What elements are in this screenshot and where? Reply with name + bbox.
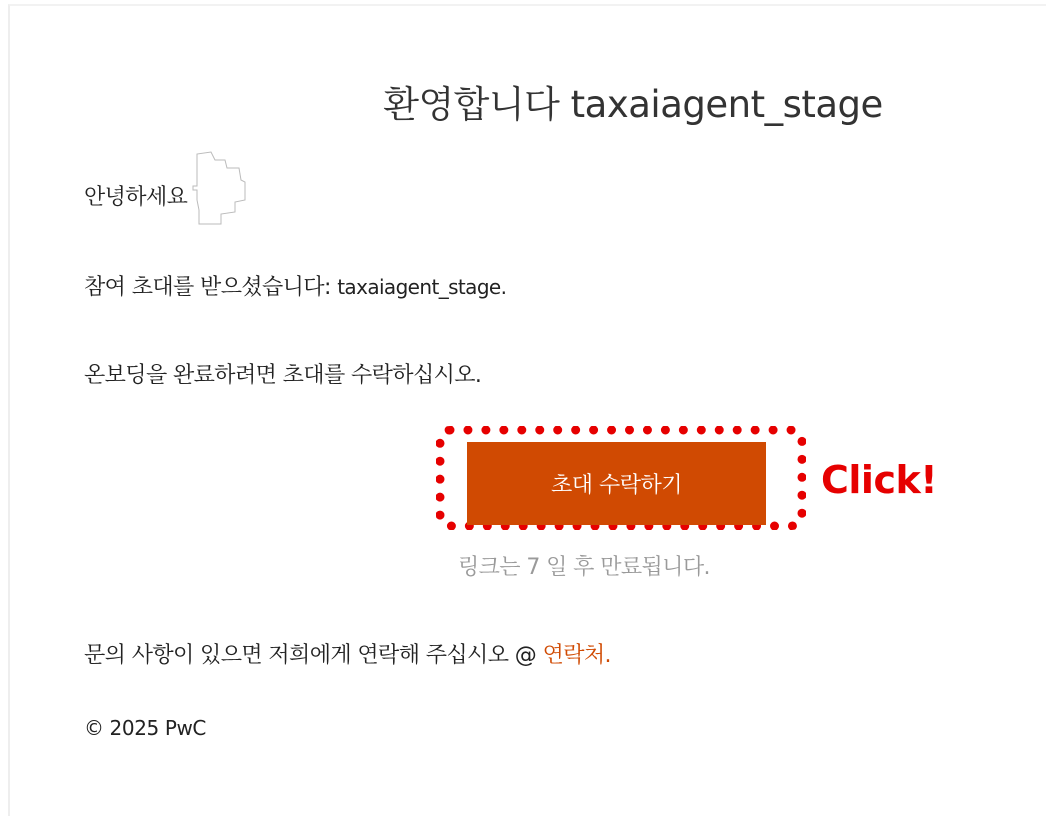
redacted-name xyxy=(191,150,247,226)
invite-org-name: taxaiagent_stage. xyxy=(337,275,507,299)
contact-text: 문의 사항이 있으면 저희에게 연락해 주십시오 @ xyxy=(84,643,537,668)
contact-line xyxy=(84,638,611,669)
greeting-text: 안녕하세요 xyxy=(84,185,188,210)
link-expiry-notice: 링크는 7 일 후 만료됩니다. xyxy=(458,555,710,580)
click-callout: Click! xyxy=(821,458,938,502)
contact-link[interactable]: 연락처. xyxy=(542,643,611,668)
invite-line xyxy=(84,270,506,301)
onboarding-instruction: 온보딩을 완료하려면 초대를 수락하십시오. xyxy=(84,363,482,388)
welcome-title: 환영합니다 taxaiagent_stage xyxy=(383,83,883,126)
accept-invitation-button[interactable]: 초대 수락하기 xyxy=(467,442,766,525)
invite-text: 참여 초대를 받으셨습니다: xyxy=(84,275,331,300)
copyright-footer: © 2025 PwC xyxy=(84,716,206,740)
greeting-line xyxy=(84,170,247,226)
